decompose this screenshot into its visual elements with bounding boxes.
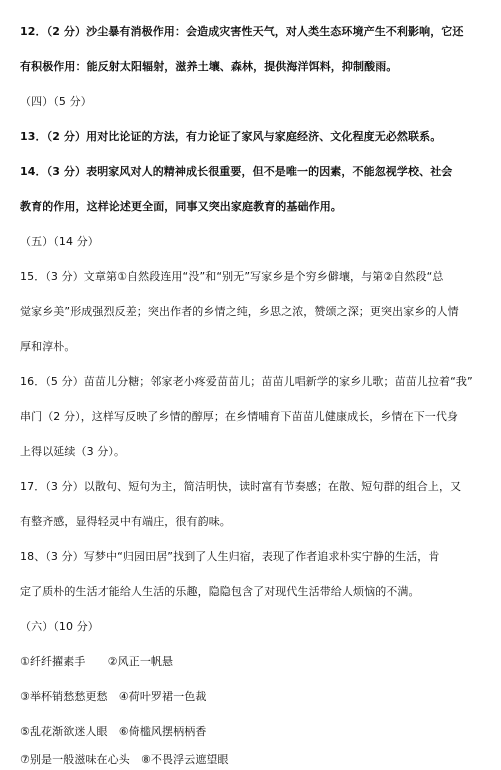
answer-line-18b: 定了质朴的生活才能给人生活的乐趣，隐隐包含了对现代生活带给人烦恼的不满。 — [20, 585, 420, 598]
answer-line-13: 13．（2 分）用对比论证的方法，有力论证了家风与家庭经济、文化程度无必然联系。 — [20, 130, 442, 143]
answer-line-17a: 17．（3 分）以散句、短句为主，简洁明快，读时富有节奏感；在散、短句群的组合上，又 — [20, 480, 462, 493]
answer-line-14b: 教育的作用，这样论述更全面，同事又突出家庭教育的基础作用。 — [20, 200, 342, 213]
answer-line-15c: 厚和淳朴。 — [20, 340, 76, 353]
poem-items-3-4: ③举杯销愁愁更愁 ④荷叶罗裙一色裁 — [20, 690, 207, 703]
section-heading-6: （六）（10 分） — [20, 620, 99, 633]
poem-items-7-8: ⑦别是一般滋味在心头 ⑧不畏浮云遮望眼 — [20, 753, 229, 766]
answer-line-15a: 15．（3 分）文章第①自然段连用“没”和“别无”写家乡是个穷乡僻壤，与第②自然段“总 — [20, 270, 444, 283]
answer-line-16a: 16．（5 分）苗苗儿分糖；邻家老小疼爱苗苗儿；苗苗儿唱新学的家乡儿歌；苗苗儿拉着“我” — [20, 375, 473, 388]
section-heading-4: （四）（5 分） — [20, 95, 92, 108]
section-heading-5: （五）（14 分） — [20, 235, 99, 248]
answer-line-15b: 觉家乡美”形成强烈反差；突出作者的乡情之纯，乡思之浓，赞颂之深；更突出家乡的人情 — [20, 305, 459, 318]
poem-items-1-2: ①纤纤擢素手 ②风正一帆悬 — [20, 655, 174, 668]
poem-items-5-6: ⑤乱花渐欲迷人眼 ⑥倚槛风摆柄柄香 — [20, 725, 207, 738]
answer-line-16b: 串门（2 分），这样写反映了乡情的醇厚；在乡情哺育下苗苗儿健康成长，乡情在下一代身 — [20, 410, 459, 423]
answer-line-12a: 12．（2 分）沙尘暴有消极作用：会造成灾害性天气，对人类生态环境产生不利影响，它还 — [20, 25, 464, 38]
answer-line-12b: 有积极作用：能反射太阳辐射，滋养土壤、森林，提供海洋饵料，抑制酸雨。 — [20, 60, 398, 73]
answer-line-16c: 上得以延续（3 分）。 — [20, 445, 126, 458]
answer-line-14a: 14．（3 分）表明家风对人的精神成长很重要，但不是唯一的因素，不能忽视学校、社会 — [20, 165, 453, 178]
answer-line-17b: 有整齐感，显得轻灵中有端庄，很有韵味。 — [20, 515, 231, 528]
answer-line-18a: 18、（3 分）写梦中“归园田居”找到了人生归宿，表现了作者追求朴实宁静的生活，肯 — [20, 550, 440, 563]
